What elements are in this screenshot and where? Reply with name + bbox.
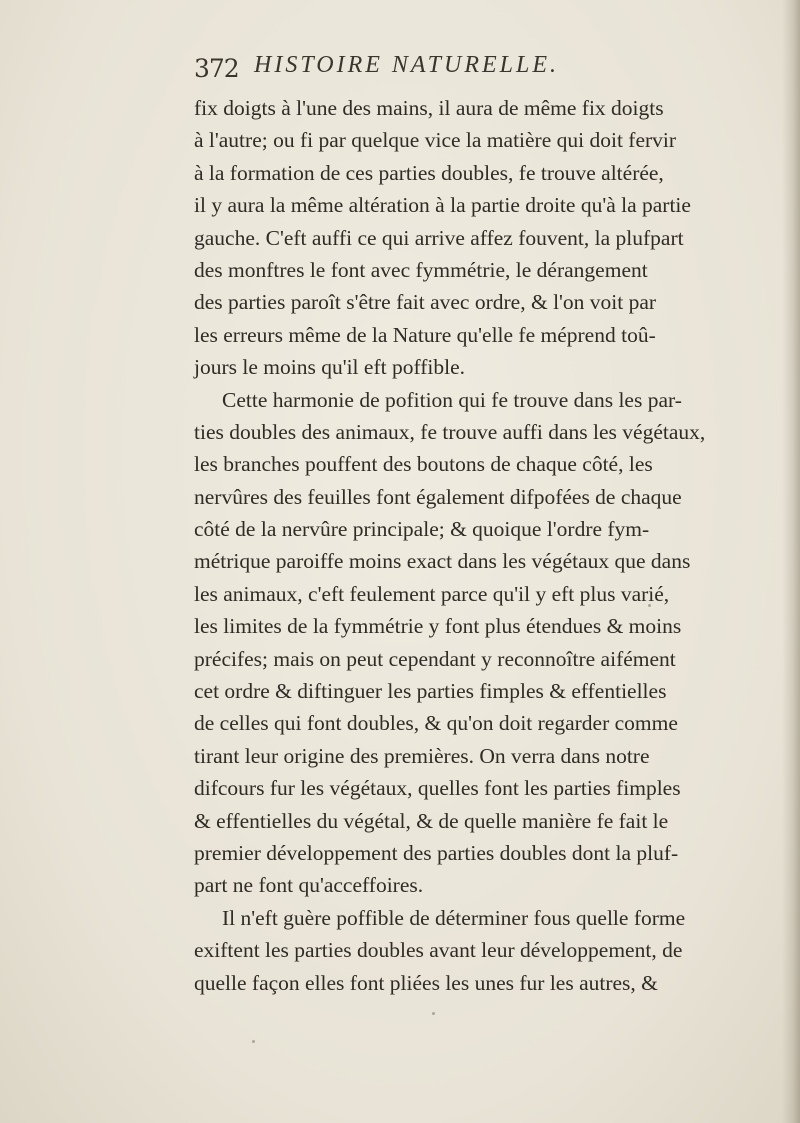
text-line: gauche. C'eft auffi ce qui arrive affez fouvent, la plufpart	[194, 225, 684, 250]
text-line: & effentielles du végétal, & de quelle manière fe fait le	[194, 808, 669, 833]
page-header	[194, 48, 654, 88]
text-line: les erreurs même de la Nature qu'elle fe méprend toû-	[194, 322, 656, 347]
paper-speck	[432, 1012, 435, 1015]
text-line: fix doigts à l'une des mains, il aura de même fix doigts	[194, 96, 664, 120]
text-line: cet ordre & diftinguer les parties fimples & effentielles	[194, 679, 667, 704]
text-line: exiftent les parties doubles avant leur développement, de	[194, 938, 683, 963]
text-line: des monftres le font avec fymmétrie, le dérangement	[194, 257, 648, 282]
text-line: les limites de la fymmétrie y font plus étendues & moins	[194, 614, 682, 639]
running-title: HISTOIRE NATURELLE.	[254, 52, 560, 78]
text-line: côté de la nervûre principale; & quoique l'ordre fym-	[194, 517, 650, 542]
text-line: premier développement des parties doubles dont la pluf-	[194, 840, 679, 865]
text-line: jours le moins qu'il eft poffible.	[194, 355, 465, 380]
text-line: de celles qui font doubles, & qu'on doit regarder comme	[194, 711, 678, 736]
page-edge-shadow	[782, 0, 800, 1123]
text-line: Il n'eft guère poffible de déterminer fous quelle forme	[222, 905, 686, 930]
body-text	[194, 92, 706, 999]
text-line: il y aura la même altération à la partie droite qu'à la partie	[194, 193, 691, 218]
text-line: les animaux, c'eft feulement parce qu'il y eft plus varié,	[194, 581, 670, 606]
text-line: des parties paroît s'être fait avec ordre, & l'on voit par	[194, 290, 657, 315]
text-line: ties doubles des animaux, fe trouve auffi dans les végétaux,	[194, 419, 706, 444]
text-line: à la formation de ces parties doubles, fe trouve altérée,	[194, 160, 664, 185]
text-line: les branches pouffent des boutons de chaque côté, les	[194, 452, 653, 477]
text-line: tirant leur origine des premières. On verra dans notre	[194, 743, 650, 768]
text-line: à l'autre; ou fi par quelque vice la matière qui doit fervir	[194, 128, 677, 153]
paper-speck	[252, 1040, 255, 1043]
text-line: Cette harmonie de pofition qui fe trouve dans les par-	[222, 387, 682, 412]
text-line: métrique paroiffe moins exact dans les végétaux que dans	[194, 549, 691, 574]
paper-speck	[648, 604, 651, 607]
page-number: 372	[194, 54, 239, 83]
text-line: difcours fur les végétaux, quelles font les parties fimples	[194, 776, 681, 801]
text-line: quelle façon elles font pliées les unes fur les autres, &	[194, 970, 658, 995]
text-line: part ne font qu'acceffoires.	[194, 873, 424, 898]
text-line: nervûres des feuilles font également difpofées de chaque	[194, 484, 682, 509]
text-line: précifes; mais on peut cependant y reconnoître aifément	[194, 646, 676, 671]
